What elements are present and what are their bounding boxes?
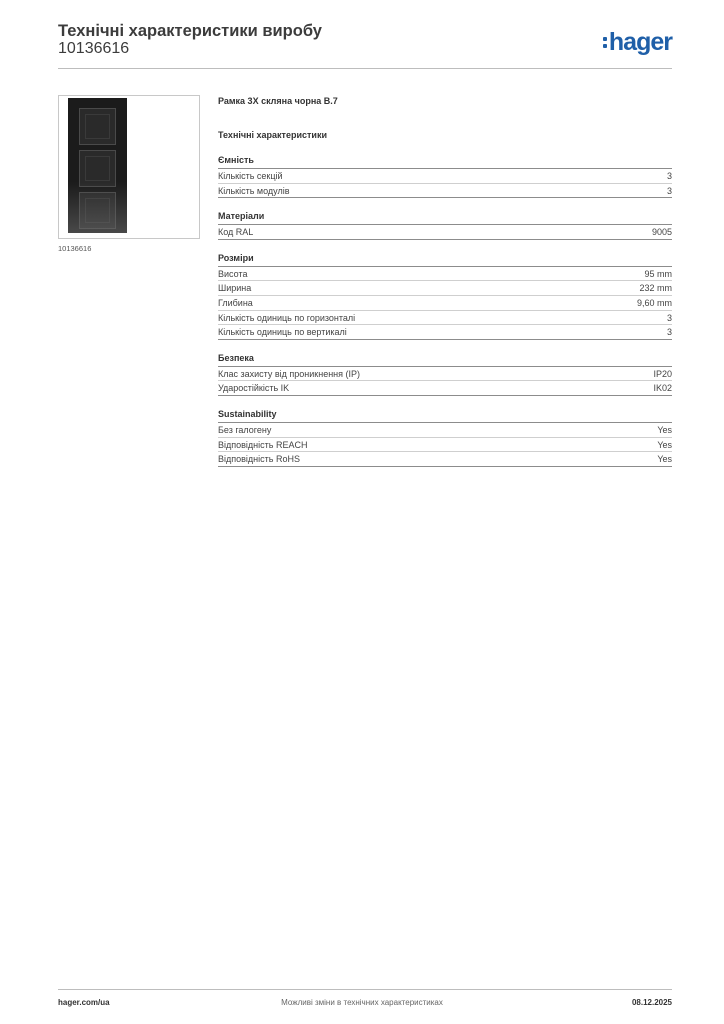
spec-label: Клас захисту від проникнення (IP)	[218, 368, 361, 379]
spec-group-title: Матеріали	[218, 211, 672, 225]
frame-3x-picture	[68, 98, 127, 233]
spec-groups	[218, 155, 672, 467]
spec-group-title: Ємність	[218, 155, 672, 169]
spec-label: Відповідність RoHS	[218, 454, 300, 465]
spec-group-title: Безпека	[218, 353, 672, 367]
spec-value: Yes	[657, 454, 672, 465]
spec-label: Ударостійкість IK	[218, 383, 290, 394]
spec-row	[218, 281, 672, 296]
spec-row	[218, 184, 672, 199]
footer-note: Можливі зміни в технічних характеристиках	[281, 998, 443, 1007]
spec-label: Ширина	[218, 283, 252, 294]
spec-value: 95 mm	[644, 268, 672, 279]
spec-group-title: Sustainability	[218, 409, 672, 423]
spec-group-title: Розміри	[218, 253, 672, 267]
spec-row	[218, 169, 672, 184]
spec-label: Код RAL	[218, 227, 254, 238]
product-name: Рамка 3X скляна чорна B.7	[218, 96, 338, 106]
footer-website: hager.com/ua	[58, 998, 110, 1007]
spec-value: IP20	[653, 368, 672, 379]
header-divider	[58, 68, 672, 69]
spec-row	[218, 438, 672, 453]
spec-group	[218, 353, 672, 396]
spec-row	[218, 452, 672, 467]
spec-value: 3	[666, 185, 672, 196]
spec-row	[218, 225, 672, 240]
spec-row	[218, 367, 672, 382]
spec-value: 232 mm	[639, 283, 672, 294]
product-image	[58, 95, 200, 239]
spec-row	[218, 296, 672, 311]
logo-text: hager	[608, 27, 672, 56]
hager-logo	[603, 28, 672, 56]
spec-value: 9,60 mm	[636, 297, 672, 308]
spec-label: Відповідність REACH	[218, 439, 308, 450]
frame-cell	[79, 108, 116, 145]
spec-row	[218, 325, 672, 340]
spec-value: IK02	[653, 383, 672, 394]
spec-value: Yes	[657, 424, 672, 435]
footer-date: 08.12.2025	[631, 998, 672, 1007]
spec-value: Yes	[657, 439, 672, 450]
spec-group	[218, 211, 672, 240]
spec-content	[218, 96, 672, 467]
section-title: Технічні характеристики	[218, 130, 327, 140]
spec-row	[218, 267, 672, 282]
spec-label: Висота	[218, 268, 248, 279]
page-title: Технічні характеристики виробу	[58, 22, 322, 40]
product-code: 10136616	[58, 40, 130, 57]
spec-group	[218, 409, 672, 467]
spec-label: Без галогену	[218, 424, 272, 435]
spec-label: Кількість модулів	[218, 185, 290, 196]
spec-row	[218, 423, 672, 438]
spec-label: Глибина	[218, 297, 253, 308]
image-caption: 10136616	[58, 244, 92, 253]
spec-label: Кількість секцій	[218, 171, 283, 181]
spec-group	[218, 253, 672, 340]
spec-value: 3	[666, 171, 672, 181]
spec-group	[218, 155, 672, 198]
spec-label: Кількість одиниць по горизонталі	[218, 312, 356, 323]
spec-value: 3	[666, 312, 672, 323]
spec-row	[218, 311, 672, 326]
spec-value: 3	[666, 327, 672, 338]
logo-dots-icon	[603, 37, 607, 48]
footer-divider	[58, 989, 672, 990]
spec-row	[218, 381, 672, 396]
spec-label: Кількість одиниць по вертикалі	[218, 327, 347, 338]
spec-value: 9005	[651, 227, 672, 238]
